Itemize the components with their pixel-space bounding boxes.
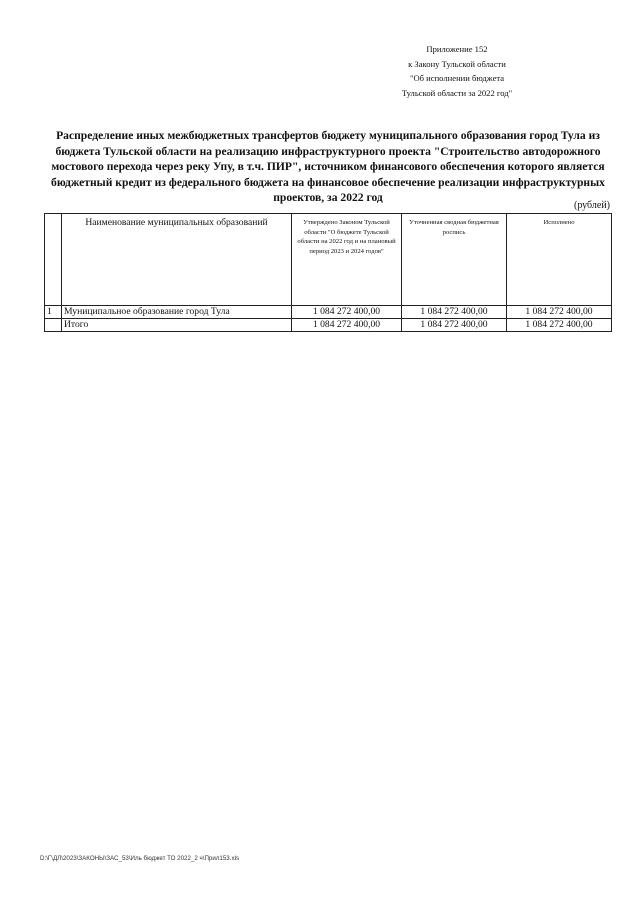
row-approved-value: 1 084 272 400,00 [292,306,402,319]
row-municipality-name: Муниципальное образование город Тула [62,306,292,319]
header-executed: Исполнено [507,214,612,306]
appendix-line-1: Приложение 152 [426,44,488,54]
table-total-row [45,319,612,332]
header-number [45,214,62,306]
appendix-line-3: "Об исполнении бюджета [409,73,505,83]
total-refined-value: 1 084 272 400,00 [402,319,507,332]
appendix-line-2: к Закону Тульской области [408,58,506,69]
row-executed-value: 1 084 272 400,00 [507,306,612,319]
units-label: (рублей) [573,200,610,211]
header-approved: Утверждено Законом Тульской области "О бюджете Тульской области на 2022 год и на плановый период 2023 и 2024 годов" [292,214,402,306]
appendix-line-4: Тульской области за 2022 год" [401,87,513,98]
appendix-block [372,42,542,100]
row-refined-value: 1 084 272 400,00 [402,306,507,319]
table-header-row [45,214,612,306]
total-number-cell [45,319,62,332]
header-refined: Уточненная сводная бюджетная роспись [402,214,507,306]
total-approved-value: 1 084 272 400,00 [292,319,402,332]
row-number: 1 [45,306,62,319]
document-title: Распределение иных межбюджетных трансфертов бюджету муниципального образования город Тула из бюджета Тульской области на реализацию инфраструктурного проекта "Строительство автодорожного мостового перехода через реку Упу, в т.ч. ПИР", источником финансового обеспечения которого является бюджетный кредит из федерального бюджета на финансовое обеспечение реализации инфраструктурных проектов, за 2022 год [51,129,605,204]
header-municipality-name: Наименование муниципальных образований [62,214,292,306]
file-path-footer: D:\Г\ДЛ\2023\ЗАКОНЫ\ЗАС_53\Иль бюджет ТО 2022_2 ч\Прил153.xls [40,855,240,862]
distribution-table [44,213,612,332]
table-row [45,306,612,319]
total-label: Итого [62,319,292,332]
total-executed-value: 1 084 272 400,00 [507,319,612,332]
